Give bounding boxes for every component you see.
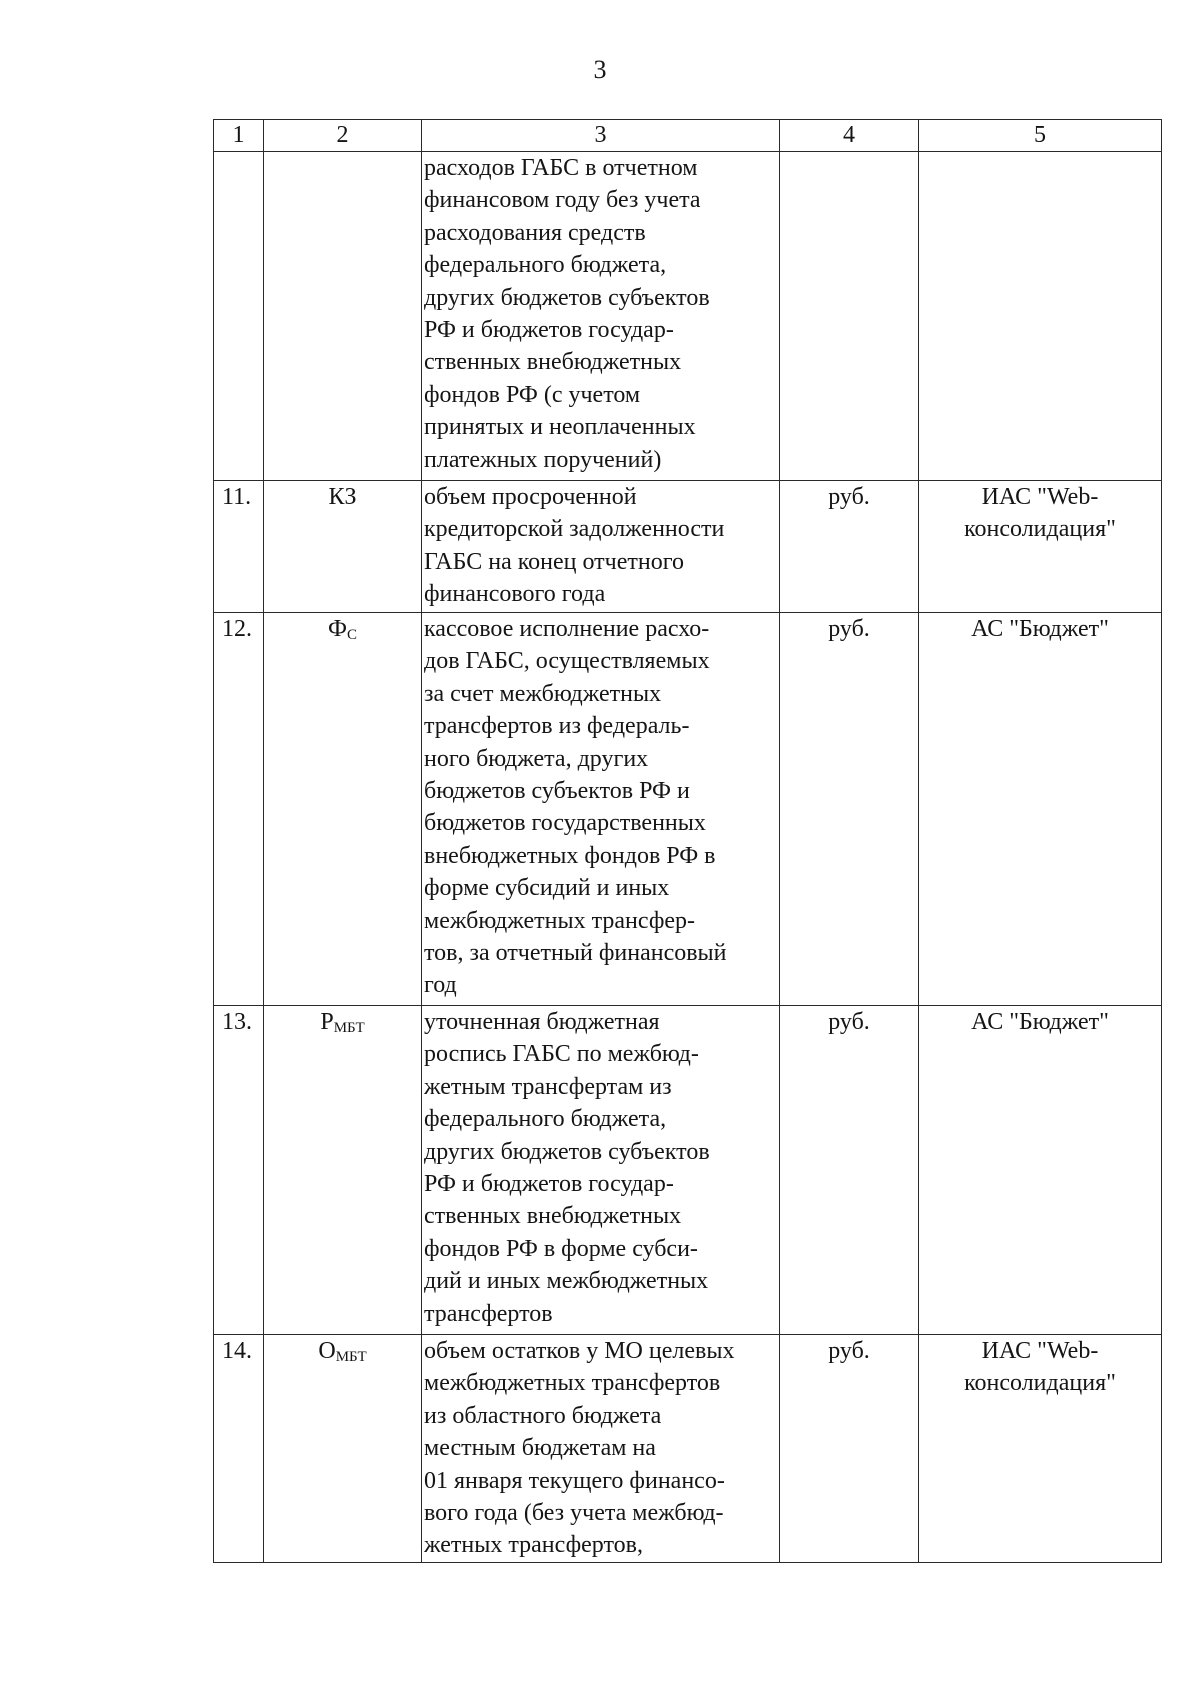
table-row — [214, 1335, 1162, 1563]
description-line: фондов РФ в форме субси- — [424, 1235, 698, 1262]
description-line: бюджетов государственных — [424, 810, 706, 837]
table-row — [214, 481, 1162, 613]
description-line: ГАБС на конец отчетного — [424, 548, 684, 575]
description-line: ственных внебюджетных — [424, 349, 682, 376]
description-line: финансовом году без учета — [424, 187, 701, 214]
description-line: дий и иных межбюджетных — [424, 1268, 709, 1295]
description-line: кредиторской задолженности — [424, 516, 725, 543]
cell-description — [422, 613, 780, 1006]
header-cell-3: 3 — [422, 120, 780, 152]
description-line: ного бюджета, других — [424, 745, 649, 772]
indicators-table — [213, 119, 1162, 1563]
header-cell-5: 5 — [919, 120, 1162, 152]
source-line: АС "Бюджет" — [971, 616, 1109, 642]
cell-num: 13. — [214, 1006, 264, 1335]
description-line: трансфертов — [424, 1300, 553, 1327]
header-cell-4: 4 — [780, 120, 919, 152]
cell-symbol — [264, 152, 422, 481]
description-line: трансфертов из федераль- — [424, 713, 690, 740]
page-number: 3 — [593, 55, 607, 84]
description-line: РФ и бюджетов государ- — [424, 1171, 674, 1198]
cell-symbol — [264, 1335, 422, 1563]
cell-num: 14. — [214, 1335, 264, 1563]
description-line: жетных трансфертов, — [424, 1532, 643, 1559]
cell-num — [214, 152, 264, 481]
description-line: ственных внебюджетных — [424, 1203, 682, 1230]
description-line: за счет межбюджетных — [424, 680, 662, 707]
table-row-continuation — [214, 152, 1162, 481]
description-line: год — [424, 972, 457, 999]
symbol-text: О — [318, 1338, 336, 1364]
description-line: бюджетов субъектов РФ и — [424, 778, 690, 805]
description-line: кассовое исполнение расхо- — [424, 616, 710, 642]
description-line: уточненная бюджетная — [424, 1009, 660, 1035]
source-line: консолидация" — [964, 516, 1116, 543]
source-line: ИАС "Web- — [981, 484, 1099, 510]
description-line: объем просроченной — [424, 484, 637, 510]
cell-symbol — [264, 1006, 422, 1335]
description-line: расходования средств — [424, 219, 646, 246]
cell-description — [422, 1335, 780, 1563]
description-line: объем остатков у МО целевых — [424, 1338, 735, 1364]
cell-unit: руб. — [780, 613, 919, 1006]
description-line: дов ГАБС, осуществляемых — [424, 648, 710, 675]
description-line: расходов ГАБС в отчетном — [424, 155, 698, 181]
description-line: местным бюджетам на — [424, 1435, 656, 1462]
cell-num: 11. — [214, 481, 264, 613]
header-cell-2: 2 — [264, 120, 422, 152]
cell-symbol — [264, 613, 422, 1006]
description-line: жетным трансфертам из — [424, 1073, 672, 1100]
cell-source — [919, 613, 1162, 1006]
cell-source — [919, 1006, 1162, 1335]
symbol-text: Ф — [328, 616, 347, 642]
source-line: АС "Бюджет" — [971, 1009, 1109, 1035]
cell-source — [919, 481, 1162, 613]
description-line: межбюджетных трансфер- — [424, 907, 696, 934]
cell-symbol — [264, 481, 422, 613]
description-line: тов, за отчетный финансовый — [424, 940, 727, 967]
description-line: межбюджетных трансфертов — [424, 1370, 721, 1397]
description-line: фондов РФ (с учетом — [424, 381, 641, 408]
cell-description — [422, 152, 780, 481]
symbol-subscript: С — [346, 627, 357, 643]
source-line: ИАС "Web- — [981, 1338, 1099, 1364]
description-line: других бюджетов субъектов — [424, 284, 710, 311]
symbol-subscript: МБТ — [335, 1349, 367, 1365]
symbol-text: Р — [320, 1009, 334, 1035]
description-line: принятых и неоплаченных — [424, 414, 696, 441]
description-line: других бюджетов субъектов — [424, 1138, 710, 1165]
table-row — [214, 1006, 1162, 1335]
description-line: форме субсидий и иных — [424, 875, 670, 902]
description-line: 01 января текущего финансо- — [424, 1467, 725, 1494]
cell-description — [422, 481, 780, 613]
table-row — [214, 613, 1162, 1006]
description-line: платежных поручений) — [424, 446, 662, 473]
description-line: финансового года — [424, 581, 606, 608]
description-line: федерального бюджета, — [424, 1106, 667, 1133]
symbol-subscript: МБТ — [333, 1020, 365, 1036]
symbol-text: КЗ — [328, 484, 357, 510]
description-line: роспись ГАБС по межбюд- — [424, 1041, 699, 1068]
cell-unit: руб. — [780, 481, 919, 613]
cell-description — [422, 1006, 780, 1335]
description-line: РФ и бюджетов государ- — [424, 317, 674, 344]
cell-unit: руб. — [780, 1006, 919, 1335]
description-line: из областного бюджета — [424, 1402, 662, 1429]
description-line: внебюджетных фондов РФ в — [424, 842, 716, 869]
cell-num: 12. — [214, 613, 264, 1006]
cell-source — [919, 1335, 1162, 1563]
cell-source — [919, 152, 1162, 481]
cell-unit — [780, 152, 919, 481]
table-header-row — [214, 120, 1162, 152]
cell-unit: руб. — [780, 1335, 919, 1563]
description-line: вого года (без учета межбюд- — [424, 1500, 724, 1527]
header-cell-1: 1 — [214, 120, 264, 152]
description-line: федерального бюджета, — [424, 252, 667, 279]
source-line: консолидация" — [964, 1370, 1116, 1397]
